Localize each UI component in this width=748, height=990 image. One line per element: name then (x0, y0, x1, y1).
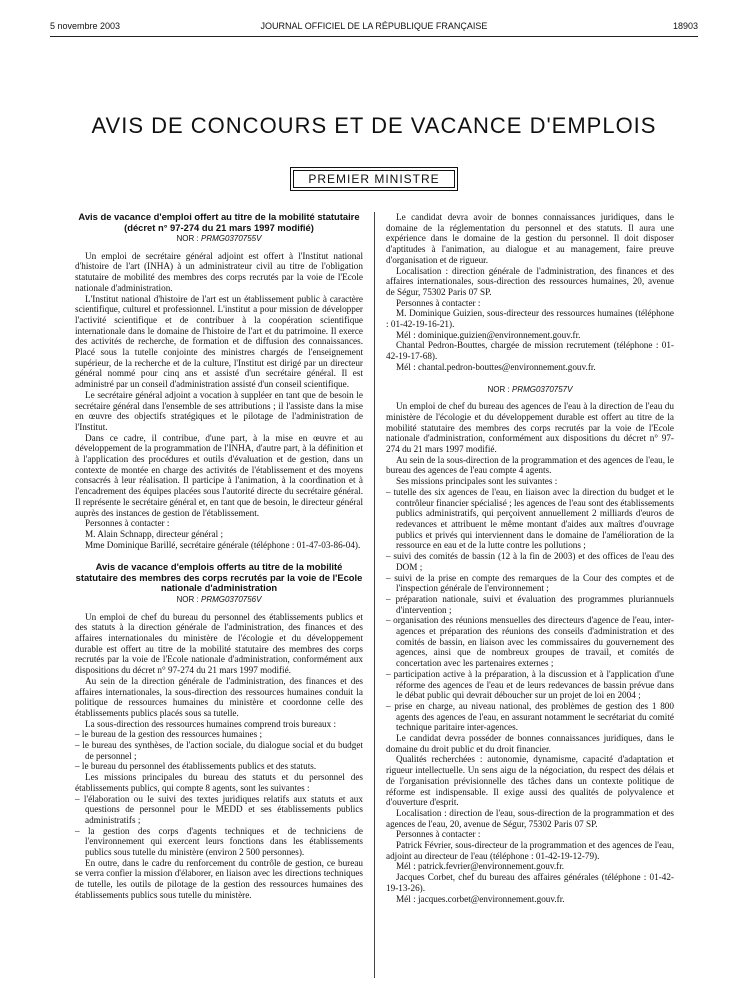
paragraph: Un emploi de chef du bureau du personnel des établissements publics et des statuts à la direction générale de l'administration, des finances et des affaires internationales du ministère de l'écologie et du développement durable est offert au titre de la mobilité statutaire des membres des corps recrutés par la voie de l'Ecole nationale d'administration, conformément aux dispositions du décret n° 97-274 du 21 mars 1997 modifié. (75, 611, 363, 676)
header-journal-title: JOURNAL OFFICIEL DE LA RÉPUBLIQUE FRANÇAISE (260, 21, 488, 31)
paragraph: Le secrétaire général adjoint a vocation à suppléer en tant que de besoin le secrétaire général dans l'ensemble de ses attributions ; il l'assiste dans la mise en œuvre des objectifs stratégiques et le pilotage de l'administration de l'Institut. (75, 389, 363, 432)
notice2-nor (75, 595, 363, 606)
paragraph: La sous-direction des ressources humaines comprend trois bureaux : (85, 718, 337, 729)
notice3-nor (386, 385, 674, 396)
header-rule (50, 36, 698, 37)
notice1-title: Avis de vacance d'emploi offert au titre de la mobilité statutaire (décret n° 97-274 du 21 mars 1997 modifié) (78, 211, 360, 233)
list-item: – tutelle des six agences de l'eau, en liaison avec la direction du budget et le contrôleur financier spécialisé ; les agences de l'eau sont des établissements publics administratifs, qui perçoivent annuellement 2 milliards d'euros de redevances et attribuent le même montant d'aides aux maîtres d'ouvrage publics et privés qui interviennent dans le domaine de l'amélioration de la ressource en eau et de la lutte contre les pollutions ; (386, 486, 674, 551)
paragraph: Mél : patrick.fevrier@environnement.gouv.fr. (396, 861, 565, 872)
paragraph: Mme Dominique Barillé, secrétaire générale (téléphone : 01-47-03-86-04). (85, 539, 361, 550)
notice1-nor (75, 234, 363, 245)
paragraph: Un emploi de secrétaire général adjoint est offert à l'Institut national d'histoire de l'art (INHA) à un administrateur civil au titre de l'obligation statutaire de mobilité des membres des corps recrutés par la voie de l'Ecole nationale d'administration. (75, 250, 363, 293)
paragraph: Localisation : direction de l'eau, sous-direction de la programmation et des agences de l'eau, 20, avenue de Ségur, 75302 Paris 07 SP. (386, 807, 674, 829)
spacer (386, 373, 674, 385)
paragraph: Personnes à contacter : (396, 297, 481, 308)
paragraph-continued: En outre, dans le cadre du renforcement du contrôle de gestion, ce bureau se verra confier la mission d'élaborer, en liaison avec les directions techniques de tutelle, les outils de pilotage de la gestion des ressources humaines des établissements publics sous tutelle du ministère. (75, 857, 363, 900)
left-column (75, 212, 363, 901)
paragraph: Les missions principales du bureau des statuts et du personnel des établissements publics, qui compte 8 agents, sont les suivantes : (75, 772, 363, 793)
paragraph: Mél : chantal.pedron-bouttes@environnement.gouv.fr. (396, 361, 596, 372)
list-item: – préparation nationale, suivi et évaluation des programmes pluriannuels d'intervention ; (386, 593, 674, 615)
section-title: PREMIER MINISTRE (293, 170, 455, 188)
paragraph: M. Alain Schnapp, directeur général ; (85, 528, 224, 539)
paragraph: Mél : jacques.corbet@environnement.gouv.fr. (396, 893, 565, 904)
nor-label: NOR : (487, 384, 510, 394)
paragraph: Jacques Corbet, chef du bureau des affaires générales (téléphone : 01-42-19-13-26). (386, 872, 674, 893)
header-page-number: 18903 (672, 21, 698, 31)
right-column (386, 212, 674, 904)
paragraph: Au sein de la direction générale de l'administration, des finances et des affaires internationales, la sous-direction des ressources humaines conduit la politique de ressources humaines du ministère et coordonne celle des établissements publics placés sous sa tutelle. (75, 675, 363, 718)
list-item: – l'élaboration ou le suivi des textes juridiques relatifs aux statuts et aux questions de personnel pour le MEDD et ses établissements publics administratifs ; (75, 793, 363, 825)
nor-code: PRMG0370757V (511, 384, 573, 394)
nor-label: NOR : (176, 234, 199, 243)
paragraph: Qualités recherchées : autonomie, dynamisme, capacité d'adaptation et rigueur intellectuelle. Un sens aigu de la négociation, du respect des délais et de l'organisation prévisionnelle des tâches dans un contexte politique de réforme est indispensable. Il exige aussi des qualités de polyvalence et d'ouverture d'esprit. (386, 754, 674, 808)
list-item: – suivi des comités de bassin (12 à la fin de 2003) et des offices de l'eau des DOM ; (386, 551, 674, 572)
list-item: – suivi de la prise en compte des remarques de la Cour des comptes et de l'inspection générale de l'environnement ; (386, 572, 674, 594)
paragraph: Patrick Février, sous-directeur de la programmation et des agences de l'eau, adjoint au directeur de l'eau (téléphone : 01-42-19-12-79). (386, 840, 674, 861)
paragraph: Le candidat devra avoir de bonnes connaissances juridiques, dans le domaine de la réglementation du personnel et des statuts. Il aura une expérience dans le domaine de la gestion du personnel. Il doit disposer d'aptitudes à l'animation, au dialogue et au management, faire preuve d'organisation et de rigueur. (386, 212, 674, 265)
section-box (290, 167, 458, 191)
nor-code: PRMG0370756V (200, 594, 262, 604)
list-item: – le bureau des synthèses, de l'action sociale, du dialogue social et du budget de personnel ; (75, 740, 363, 761)
paragraph: M. Dominique Guizien, sous-directeur des ressources humaines (téléphone : 01-42-19-16-21). (386, 308, 674, 330)
paragraph: Chantal Pedron-Bouttes, chargée de mission recrutement (téléphone : 01-42-19-17-68). (386, 340, 674, 362)
paragraph: Dans ce cadre, il contribue, d'une part, à la mise en œuvre et au développement de la programmation de l'INHA, d'autre part, à la définition et à l'application des procédures et outils d'évaluation et de gestion, dans un contexte de montée en charge des activités de l'établissement et des moyens consacrés à leur réalisation. Il participe à l'animation, à la coordination et à l'encadrement des équipes placées sous l'autorité directe du secrétaire général. Il représente le secrétaire général et, en tant que de besoin, le directeur général auprès des instances de gestion de l'établissement. (75, 432, 363, 518)
list-item: – le bureau de la gestion des ressources humaines ; (75, 729, 263, 740)
list-item: – participation active à la préparation, à la discussion et à l'application d'une réforme des agences de l'eau et de leurs redevances de bassin prévue dans le débat public qui devrait déboucher sur un projet de loi en 2004 ; (386, 668, 674, 701)
nor-code: PRMG0370755V (200, 234, 262, 243)
list-item: – prise en charge, au niveau national, des problèmes de gestion des 1 800 agents des agences de l'eau, en assurant notamment le secrétariat du comité technique paritaire inter-agences. (386, 700, 674, 733)
paragraph: Au sein de la sous-direction de la programmation et des agences de l'eau, le bureau des agences de l'eau compte 4 agents. (386, 454, 674, 476)
paragraph: Un emploi de chef du bureau des agences de l'eau à la direction de l'eau du ministère de l'écologie et du développement durable est offert au titre de la mobilité statutaire des membres des corps recrutés par la voie de l'Ecole nationale d'administration, conformément aux dispositions du décret n° 97-274 du 21 mars 1997 modifié. (386, 401, 674, 455)
list-item: – le bureau du personnel des établissements publics et des statuts. (75, 761, 317, 772)
paragraph: Ses missions principales sont les suivantes : (396, 476, 558, 487)
paragraph: L'Institut national d'histoire de l'art est un établissement public à caractère scientifique, culturel et professionnel. L'institut a pour mission de développer l'activité scientifique et de contribuer à la coopération scientifique internationale dans le domaine de l'histoire de l'art et du patrimoine. Il exerce des activités de recherche, de formation et de diffusion des connaissances. Placé sous la tutelle conjointe des ministres chargés de l'enseignement supérieur, de la recherche et de la culture, l'Institut est dirigé par un directeur général nommé pour cinq ans et assisté d'un secrétaire général. Il est administré par un conseil d'administration assisté d'un conseil scientifique. (75, 293, 363, 390)
paragraph: Personnes à contacter : (85, 518, 170, 529)
paragraph: Le candidat devra posséder de bonnes connaissances juridiques, dans le domaine du droit public et du droit financier. (386, 733, 674, 754)
paragraph: Localisation : direction générale de l'administration, des finances et des affaires internationales, sous-direction des ressources humaines, 20, avenue de Ségur, 75302 Paris 07 SP. (386, 265, 674, 297)
list-item: – organisation des réunions mensuelles des directeurs d'agence de l'eau, inter-agences et préparation des réunions des conseils d'administration et des comités de bassin, en liaison avec les commissaires du gouvernement des agences, ainsi que de nombreux groupes de travail, et comités de concertation avec les partenaires externes ; (386, 615, 674, 669)
paragraph: Personnes à contacter : (396, 829, 481, 840)
header-date: 5 novembre 2003 (50, 21, 121, 31)
nor-label: NOR : (176, 594, 199, 604)
paragraph: Mél : dominique.guizien@environnement.gouv.fr. (396, 329, 581, 340)
main-title: AVIS DE CONCOURS ET DE VACANCE D'EMPLOIS (91, 113, 657, 138)
notice2-title: Avis de vacance d'emplois offerts au titre de la mobilité statutaire des membres des corps recrutés par la voie de l'Ecole nationale d'administration (75, 561, 363, 594)
page-header (50, 21, 698, 35)
column-divider (374, 212, 375, 978)
list-item: – la gestion des corps d'agents techniques et de techniciens de l'environnement qui exercent leurs fonctions dans les établissements publics sous tutelle du ministère (environ 2 500 personnes). (75, 825, 363, 858)
